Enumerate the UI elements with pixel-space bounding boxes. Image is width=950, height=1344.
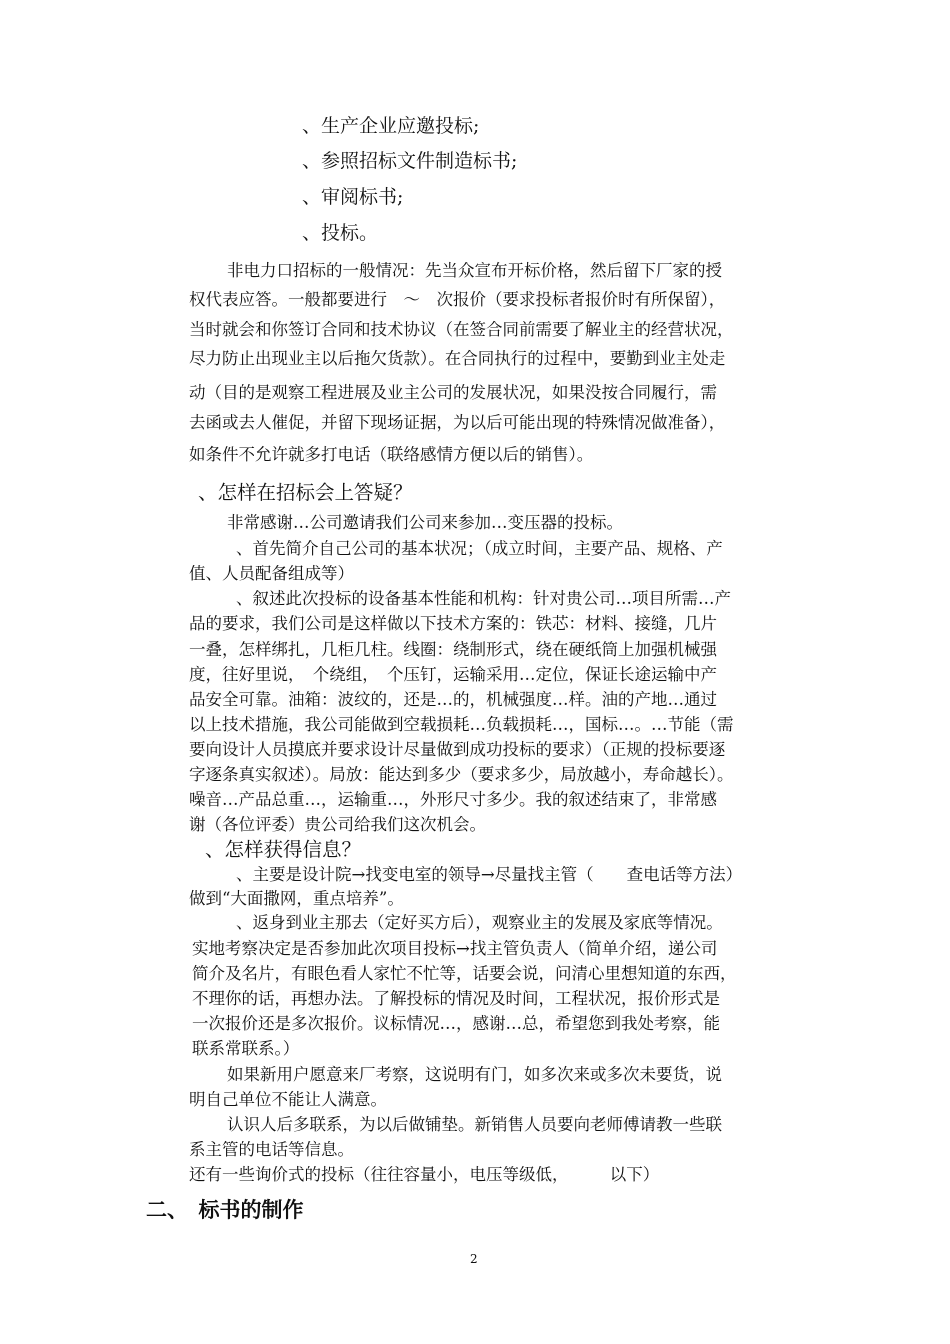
paragraph-line: 品安全可靠。油箱：波纹的，还是…的，机械强度…样。油的产地…通过 (189, 690, 717, 709)
paragraph-line: 字逐条真实叙述）。局放：能达到多少（要求多少，局放越小，寿命越长）。 (189, 765, 734, 784)
paragraph-line: 系主管的电话等信息。 (189, 1140, 354, 1159)
paragraph-line: 不理你的话，再想办法。了解投标的情况及时间，工程状况，报价形式是 (192, 989, 720, 1008)
paragraph-line: 动（目的是观察工程进展及业主公司的发展状况，如果没按合同履行，需 (189, 383, 717, 402)
paragraph-line: 以上技术措施，我公司能做到空载损耗…负载损耗…，国标…。…节能（需 (189, 715, 734, 734)
paragraph-line: 实地考察决定是否参加此次项目投标→找主管负责人（简单介绍，递公司 (192, 939, 718, 958)
list-item: 、审阅标书; (302, 186, 404, 208)
paragraph-line: 当时就会和你签订合同和技术协议（在签合同前需要了解业主的经营状况， (189, 320, 734, 339)
paragraph-line: 、返身到业主那去（定好买方后），观察业主的发展及家底等情况。 (236, 913, 723, 932)
paragraph-line: 值、人员配备组成等） (189, 564, 354, 583)
paragraph-line: 如条件不允许就多打电话（联络感情方便以后的销售）。 (189, 445, 594, 464)
paragraph-line: 谢（各位评委）贵公司给我们这次机会。 (189, 815, 486, 834)
paragraph-line: 一叠，怎样绑扎，几柜几柱。线圈：绕制形式，绕在硬纸筒上加强机械强 (189, 640, 717, 659)
paragraph-line: 一次报价还是多次报价。议标情况…，感谢…总，希望您到我处考察，能 (192, 1014, 720, 1033)
paragraph-line: 、叙述此次投标的设备基本性能和机构：针对贵公司…项目所需…产 (236, 589, 731, 608)
paragraph-line: 去函或去人催促，并留下现场证据，为以后可能出现的特殊情况做准备）， (189, 413, 726, 432)
paragraph-line: 如果新用户愿意来厂考察，这说明有门，如多次来或多次未要货，说 (227, 1065, 722, 1084)
paragraph-line: 、主要是设计院→找变电室的领导→尽量找主管（ 查电话等方法） (236, 865, 743, 884)
paragraph-line: 联系常联系。） (192, 1039, 300, 1058)
paragraph-line: 认识人后多联系，为以后做铺垫。新销售人员要向老师傅请教一些联 (227, 1115, 722, 1134)
list-item: 、参照招标文件制造标书; (302, 150, 518, 172)
paragraph-line: 尽力防止出现业主以后拖欠货款）。在合同执行的过程中，要勤到业主处走 (189, 349, 726, 368)
section-title: 二、 标书的制作 (146, 1198, 304, 1222)
section-heading: 、怎样在招标会上答疑？ (198, 481, 413, 504)
list-item: 、生产企业应邀投标; (302, 115, 480, 137)
paragraph-line: 、首先简介自己公司的基本状况；（成立时间，主要产品、规格、产 (236, 539, 723, 558)
paragraph-line: 非电力口招标的一般情况：先当众宣布开标价格，然后留下厂家的授 (227, 261, 722, 280)
paragraph-line: 权代表应答。一般都要进行 ～ 次报价（要求投标者报价时有所保留）， (189, 290, 726, 309)
paragraph-line: 做到“大面撒网，重点培养”。 (189, 889, 404, 908)
paragraph-line: 还有一些询价式的投标（往往容量小，电压等级低， 以下） (189, 1165, 660, 1184)
list-item: 、投标。 (302, 222, 379, 244)
paragraph-line: 噪音…产品总重…，运输重…，外形尺寸多少。我的叙述结束了，非常感 (189, 790, 717, 809)
paragraph-line: 度，往好里说， 个绕组， 个压钉，运输采用…定位，保证长途运输中产 (189, 665, 717, 684)
paragraph-line: 明自己单位不能让人满意。 (189, 1090, 387, 1109)
page-number: 2 (470, 1252, 478, 1266)
paragraph-line: 品的要求，我们公司是这样做以下技术方案的：铁芯：材料、接缝，几片 (189, 614, 717, 633)
paragraph-line: 非常感谢…公司邀请我们公司来参加…变压器的投标。 (227, 513, 623, 532)
paragraph-line: 简介及名片，有眼色看人家忙不忙等，话要会说，问清心里想知道的东西， (192, 964, 737, 983)
section-heading: 、怎样获得信息？ (205, 838, 362, 861)
paragraph-line: 要向设计人员摸底并要求设计尽量做到成功投标的要求）（正规的投标要逐 (189, 740, 726, 759)
